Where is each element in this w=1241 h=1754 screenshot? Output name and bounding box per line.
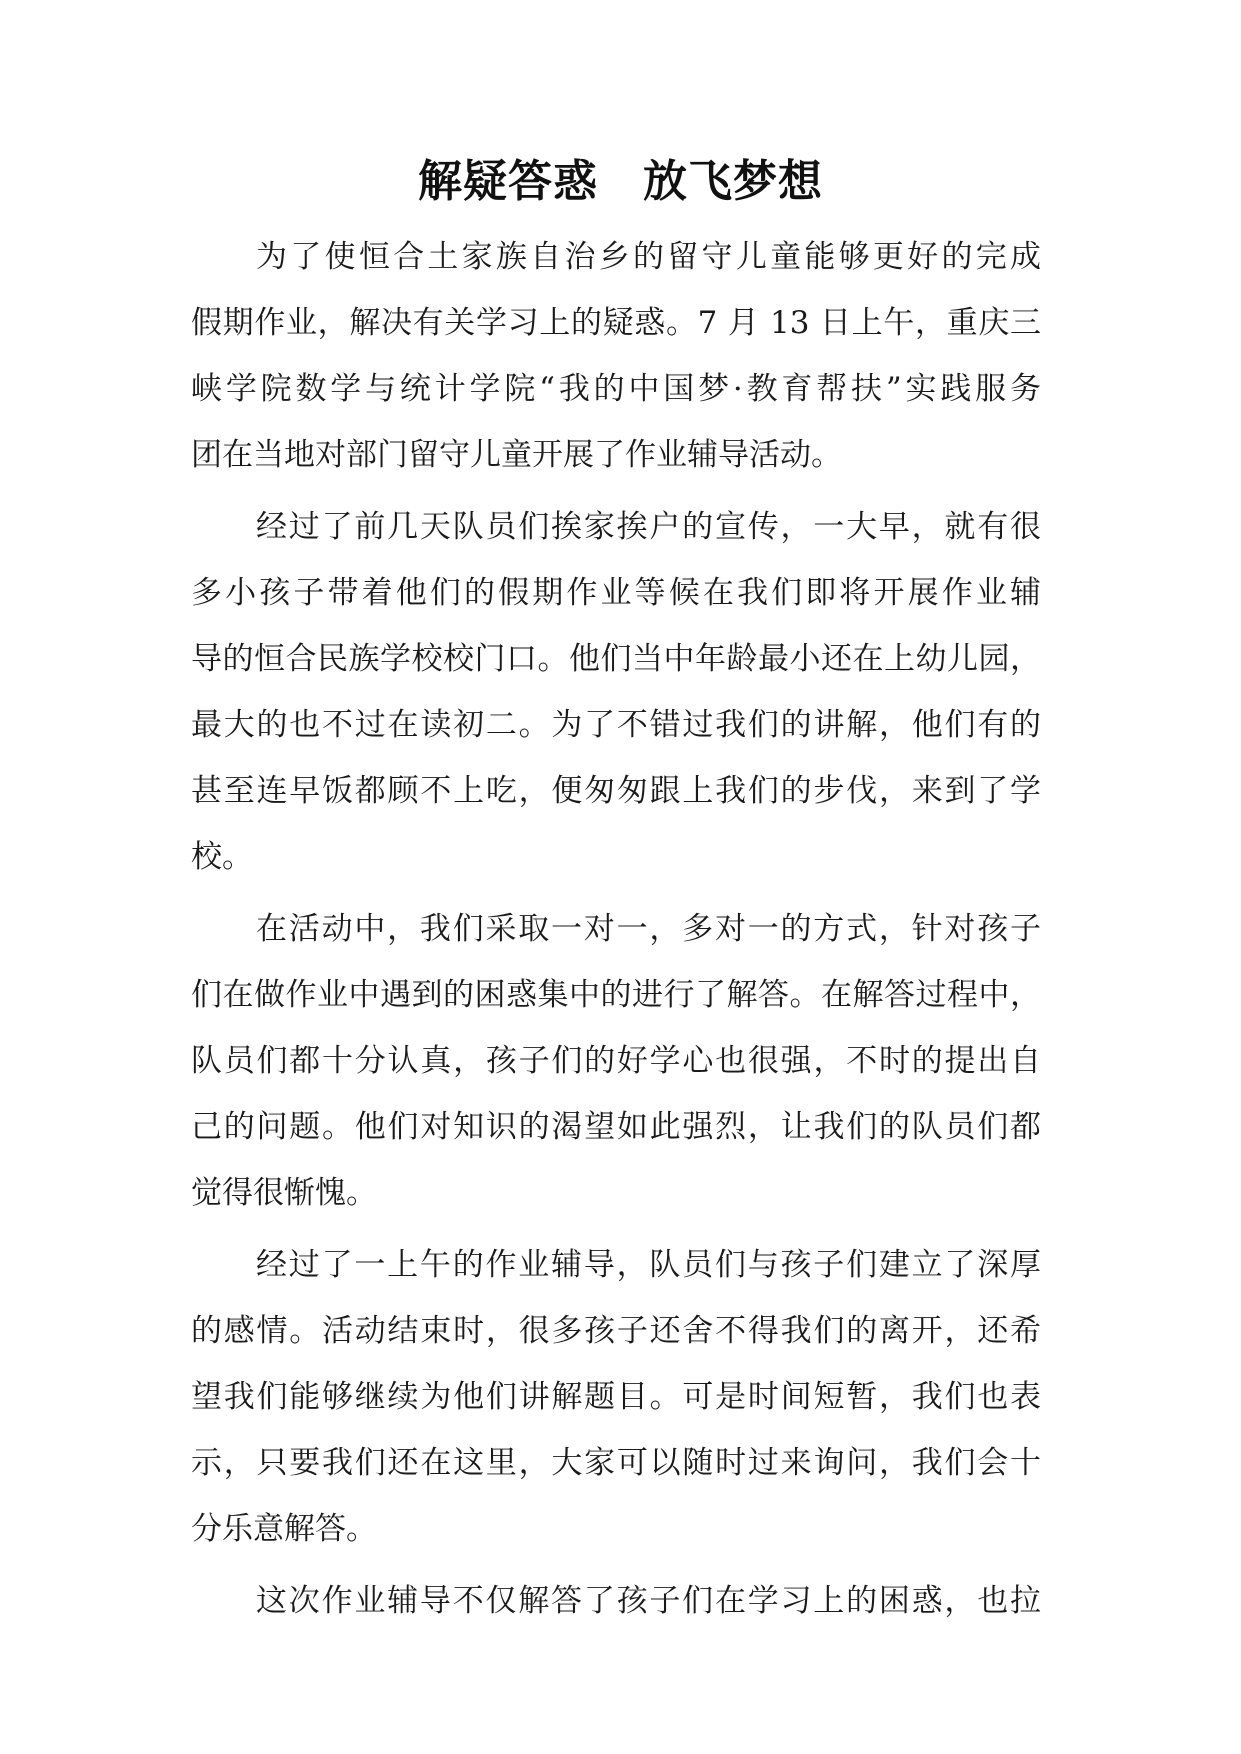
paragraph-line: 的感情。活动结束时，很多孩子还舍不得我们的离开，还希: [191, 1313, 1041, 1349]
paragraph-5: [191, 1568, 1041, 1634]
paragraph-line: 觉得很惭愧。: [191, 1175, 377, 1211]
paragraph-line: 望我们能够继续为他们讲解题目。可是时间短暂，我们也表: [191, 1379, 1041, 1415]
paragraph-line: 分乐意解答。: [191, 1511, 377, 1547]
paragraph-line: 假期作业，解决有关学习上的疑惑。7 月 13 日上午，重庆三: [191, 305, 1041, 341]
paragraph-line: 队员们都十分认真，孩子们的好学心也很强，不时的提出自: [191, 1043, 1041, 1079]
paragraph-line: 在活动中，我们采取一对一，多对一的方式，针对孩子: [256, 911, 1041, 947]
paragraph-line: 甚至连早饭都顾不上吃，便匆匆跟上我们的步伐，来到了学: [191, 773, 1041, 809]
paragraph-line: 多小孩子带着他们的假期作业等候在我们即将开展作业辅: [191, 575, 1041, 611]
paragraph-line: 峡学院数学与统计学院“我的中国梦·教育帮扶”实践服务: [191, 371, 1041, 407]
paragraph-line: 最大的也不过在读初二。为了不错过我们的讲解，他们有的: [191, 707, 1041, 743]
paragraph-line: 经过了前几天队员们挨家挨户的宣传，一大早，就有很: [256, 509, 1041, 545]
paragraph-1: [191, 224, 1041, 488]
paragraph-line: 经过了一上午的作业辅导，队员们与孩子们建立了深厚: [256, 1247, 1041, 1283]
article-title: 解疑答惑 放飞梦想: [418, 156, 823, 207]
paragraph-line: 这次作业辅导不仅解答了孩子们在学习上的困惑，也拉: [256, 1583, 1041, 1619]
paragraph-4: [191, 1232, 1041, 1562]
paragraph-line: 己的问题。他们对知识的渴望如此强烈，让我们的队员们都: [191, 1109, 1041, 1145]
paragraph-line: 导的恒合民族学校校门口。他们当中年龄最小还在上幼儿园，: [191, 641, 1041, 677]
paragraph-line: 校。: [191, 839, 253, 875]
paragraph-line: 为了使恒合土家族自治乡的留守儿童能够更好的完成: [256, 239, 1041, 275]
paragraph-line: 团在当地对部门留守儿童开展了作业辅导活动。: [191, 437, 842, 473]
article-body: [191, 224, 1041, 1634]
paragraph-3: [191, 896, 1041, 1226]
paragraph-2: [191, 494, 1041, 890]
paragraph-line: 示，只要我们还在这里，大家可以随时过来询问，我们会十: [191, 1445, 1041, 1481]
paragraph-line: 们在做作业中遇到的困惑集中的进行了解答。在解答过程中，: [191, 977, 1041, 1013]
